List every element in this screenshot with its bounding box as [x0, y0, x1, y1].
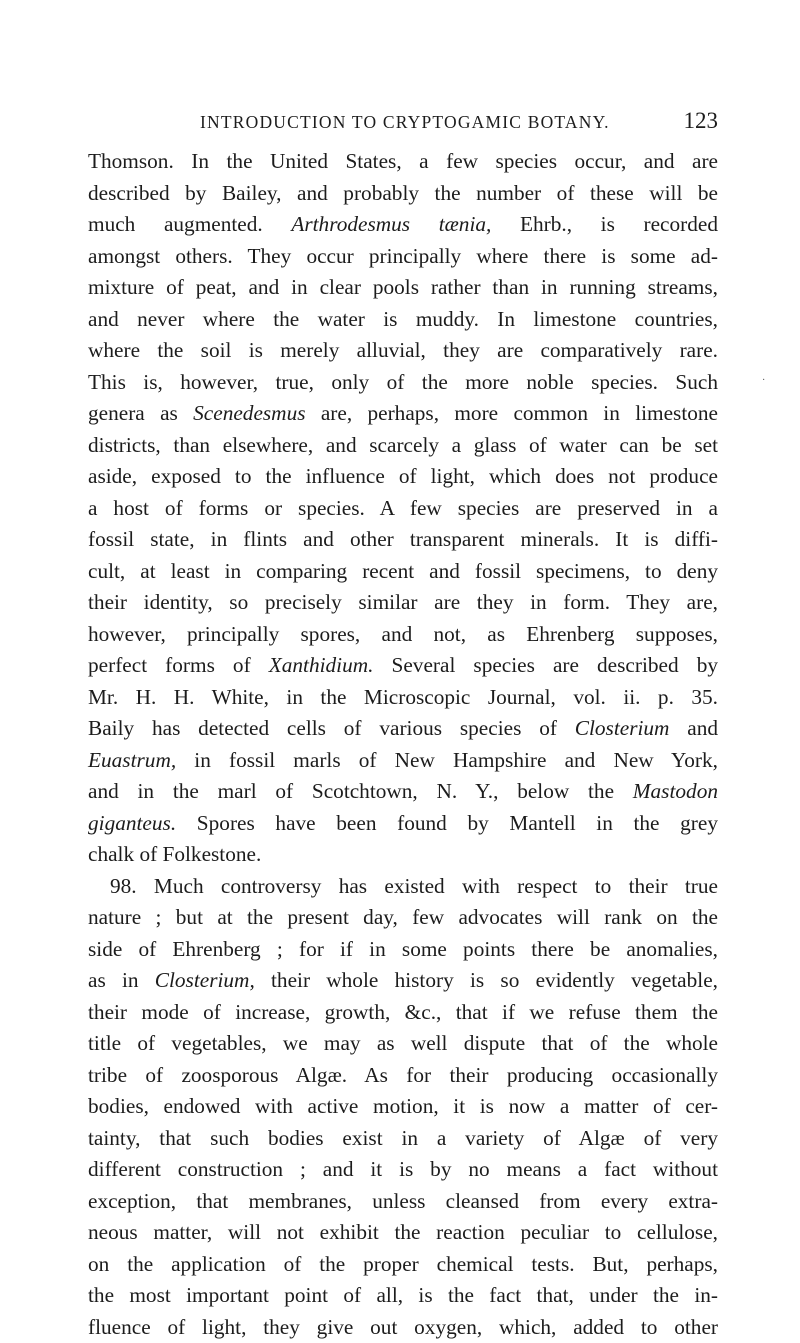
text-line	[88, 934, 718, 966]
text-line	[88, 461, 718, 493]
text-segment: their identity, so precisely similar are they in form. They are,	[88, 590, 718, 614]
text-segment: and in the marl of Scotchtown, N. Y., below the	[88, 779, 633, 803]
text-line	[88, 650, 718, 682]
text-line	[88, 1186, 718, 1218]
text-line	[88, 839, 718, 871]
text-segment: perfect forms of	[88, 653, 269, 677]
text-segment: districts, than elsewhere, and scarcely a glass of water can be set	[88, 432, 718, 457]
text-line	[88, 1154, 718, 1186]
italic-term: Arthrodesmus tænia,	[291, 212, 492, 236]
text-line	[88, 1280, 718, 1312]
text-segment: and	[669, 716, 719, 740]
text-segment: bodies, endowed with active motion, it is now a matter of cer-	[88, 1094, 718, 1118]
text-line	[88, 713, 718, 745]
text-segment: Ehrb., is recorded	[491, 212, 718, 236]
text-line	[88, 808, 718, 840]
text-segment: the most important point of all, is the fact that, under the in-	[88, 1283, 718, 1307]
text-line	[88, 367, 718, 399]
text-line	[88, 1312, 718, 1343]
text-segment: fossil state, in flints and other transparent minerals. It is diffi-	[88, 527, 718, 551]
text-line	[88, 587, 718, 619]
text-segment: and never where the water is muddy. In limestone countries,	[88, 306, 718, 331]
text-line	[88, 871, 718, 903]
text-segment: fluence of light, they give out oxygen, which, added to other	[88, 1314, 718, 1339]
text-line	[88, 556, 718, 588]
text-line	[88, 241, 718, 273]
italic-term: Mastodon	[632, 779, 718, 803]
text-line	[88, 965, 718, 997]
text-line	[88, 1060, 718, 1092]
text-line	[88, 398, 718, 430]
italic-term: Closterium	[574, 716, 670, 740]
text-segment: genera as	[88, 401, 194, 425]
italic-term: Scenedesmus	[193, 401, 306, 425]
text-line	[88, 430, 718, 462]
italic-term: Xanthidium.	[268, 653, 374, 677]
text-segment: are, perhaps, more common in limestone	[305, 401, 718, 425]
text-line	[88, 1091, 718, 1123]
text-line	[88, 1028, 718, 1060]
text-segment: Several species are described by	[373, 653, 718, 677]
text-line	[88, 146, 718, 178]
margin-mark: ·	[762, 375, 766, 386]
text-segment: nature ; but at the present day, few advocates will rank on the	[88, 905, 718, 929]
text-line	[88, 1123, 718, 1155]
text-segment: mixture of peat, and in clear pools rather than in running streams,	[88, 275, 718, 299]
italic-term: Euastrum,	[88, 747, 177, 772]
text-segment: however, principally spores, and not, as Ehrenberg supposes,	[88, 621, 718, 646]
text-segment: cult, at least in comparing recent and fossil specimens, to deny	[88, 558, 718, 583]
running-title: INTRODUCTION TO CRYPTOGAMIC BOTANY.	[200, 112, 610, 132]
text-segment: described by Bailey, and probably the number of these will be	[88, 180, 718, 205]
text-line	[88, 178, 718, 210]
text-line	[88, 493, 718, 525]
text-segment: Mr. H. H. White, in the Microscopic Journal, vol. ii. p. 35.	[88, 684, 718, 709]
text-segment: neous matter, will not exhibit the reaction peculiar to cellulose,	[88, 1220, 718, 1244]
text-segment: their mode of increase, growth, &c., that if we refuse them the	[88, 999, 718, 1024]
text-line	[88, 524, 718, 556]
italic-term: Closterium,	[154, 968, 255, 992]
text-segment: as in	[88, 968, 155, 992]
text-line	[88, 335, 718, 367]
text-segment: different construction ; and it is by no means a fact without	[88, 1157, 718, 1181]
text-segment: aside, exposed to the influence of light, which does not produce	[88, 464, 718, 488]
text-line	[88, 997, 718, 1029]
text-segment: chalk of Folkestone.	[88, 842, 262, 866]
text-line	[88, 902, 718, 934]
text-segment: side of Ehrenberg ; for if in some points there be anomalies,	[88, 936, 718, 961]
text-line	[88, 209, 718, 241]
italic-term: giganteus.	[88, 810, 177, 835]
running-head	[88, 108, 718, 138]
text-segment: title of vegetables, we may as well dispute that of the whole	[88, 1031, 718, 1055]
text-segment: tribe of zoosporous Algæ. As for their producing occasionally	[88, 1062, 718, 1087]
text-segment: on the application of the proper chemical tests. But, perhaps,	[88, 1251, 718, 1276]
text-line	[88, 1249, 718, 1281]
text-segment: a host of forms or species. A few species are preserved in a	[88, 495, 718, 520]
text-line	[88, 745, 718, 777]
text-segment: exception, that membranes, unless cleansed from every extra-	[88, 1188, 718, 1213]
page-number: 123	[683, 108, 718, 133]
body-text	[88, 146, 718, 1343]
text-line	[88, 272, 718, 304]
text-segment: in fossil marls of New Hampshire and New York,	[176, 747, 718, 772]
text-line	[88, 304, 718, 336]
text-line	[88, 1217, 718, 1249]
text-segment: Baily has detected cells of various species of	[88, 716, 575, 740]
text-segment: This is, however, true, only of the more noble species. Such	[88, 369, 718, 394]
text-segment: Thomson. In the United States, a few species occur, and are	[88, 149, 718, 173]
text-segment: amongst others. They occur principally where there is some ad-	[88, 243, 718, 268]
text-segment: their whole history is so evidently vegetable,	[254, 968, 718, 992]
text-segment: tainty, that such bodies exist in a variety of Algæ of very	[88, 1125, 718, 1150]
text-line	[88, 776, 718, 808]
text-segment: Spores have been found by Mantell in the grey	[176, 810, 718, 835]
text-segment: much augmented.	[88, 212, 292, 236]
text-line	[88, 682, 718, 714]
text-line	[88, 619, 718, 651]
text-segment: 98. Much controversy has existed with respect to their true	[110, 873, 718, 898]
text-segment: where the soil is merely alluvial, they are comparatively rare.	[88, 338, 718, 362]
